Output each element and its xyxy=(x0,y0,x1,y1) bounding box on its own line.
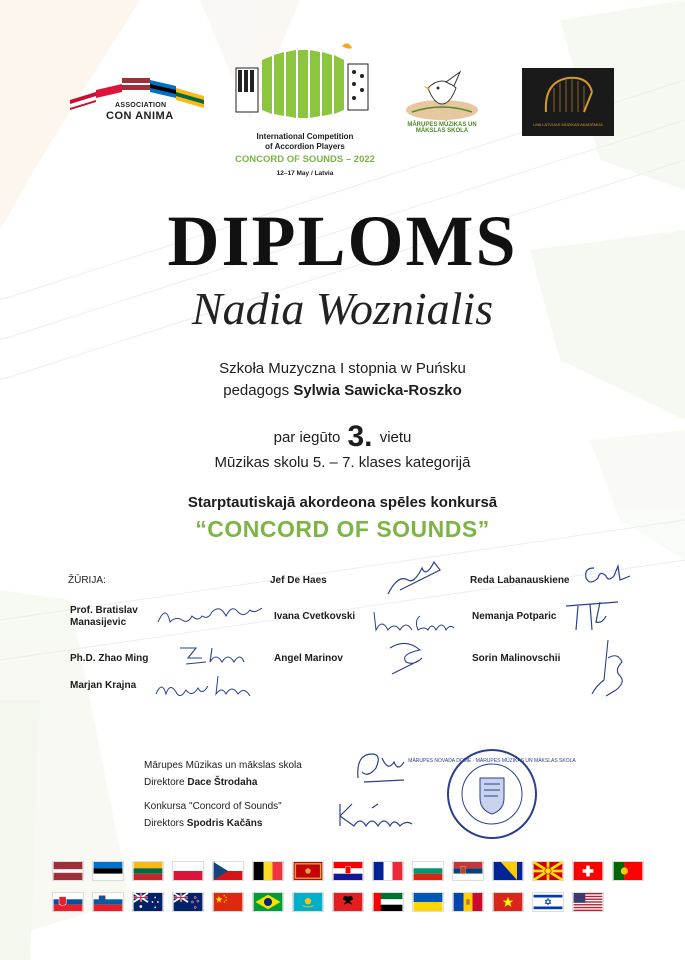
switzerland-flag-icon xyxy=(572,861,604,881)
stamp-text: MĀRUPES NOVADA DOME · MĀRUPES MŪZIKAS UN MĀKSLAS SKOLA xyxy=(408,758,576,764)
poland-flag-icon xyxy=(172,861,204,881)
signature xyxy=(154,600,266,632)
association-label: ASSOCIATION xyxy=(115,102,167,109)
school-director-title: Direktore xyxy=(144,777,185,788)
contest-signatory-org: Konkursa "Concord of Sounds" xyxy=(144,801,282,812)
contest-director-title: Direktors xyxy=(144,818,185,829)
jury-label: ŽŪRIJA: xyxy=(68,575,106,586)
competition-name: CONCORD OF SOUNDS – 2022 xyxy=(235,154,375,165)
signature xyxy=(384,638,432,676)
flags-row-2 xyxy=(52,892,642,914)
estonia-flag-icon xyxy=(92,861,124,881)
jury-member: Marjan Krajna xyxy=(70,680,137,691)
school-signatory-org: Mārupes Mūzikas un mākslas skola xyxy=(144,760,302,771)
school-logo-text: MĀRUPES MŪZIKAS UN MĀKSLAS SKOLA xyxy=(407,122,477,134)
contest-director-line xyxy=(144,818,262,829)
accordion-icon xyxy=(230,40,380,130)
signature xyxy=(176,640,256,672)
usa-flag-icon xyxy=(572,892,604,912)
signature xyxy=(582,562,638,590)
competition-title-line1: International Competition xyxy=(256,132,354,141)
montenegro-flag-icon xyxy=(292,861,324,881)
jury-member: Prof. Bratislav Manasijevic xyxy=(70,605,138,628)
signature xyxy=(588,636,628,700)
contest-director-signature xyxy=(334,796,418,832)
slovakia-flag-icon xyxy=(52,892,84,912)
place-prefix: par iegūto xyxy=(273,429,341,446)
vietnam-flag-icon xyxy=(492,892,524,912)
france-flag-icon xyxy=(372,861,404,881)
teacher-line xyxy=(0,382,685,399)
signature xyxy=(384,560,448,600)
china-flag-icon xyxy=(212,892,244,912)
contest-line: Starptautiskajā akordeona spēles konkursā xyxy=(187,494,498,511)
place-line xyxy=(0,420,685,454)
harp-logo-text: LMA LATVIJAS MŪZIKAS AKADĒMIJA xyxy=(533,122,603,127)
contest-director-name: Spodris Kačāns xyxy=(186,818,263,829)
director-signature xyxy=(348,748,408,794)
official-stamp xyxy=(408,748,576,840)
recipient-name: Nadia Woznialis xyxy=(191,283,494,334)
jury-member: Ivana Cvetkovski xyxy=(274,611,356,622)
australia-flag-icon xyxy=(132,892,164,912)
uae-flag-icon xyxy=(372,892,404,912)
place-suffix: vietu xyxy=(379,429,412,446)
association-con-anima-logo xyxy=(70,78,210,128)
harp-logo xyxy=(522,68,614,136)
moldova-flag-icon xyxy=(452,892,484,912)
belgium-flag-icon xyxy=(252,861,284,881)
category-line: Mūzikas skolu 5. – 7. klases kategorijā xyxy=(214,454,471,471)
latvia-flag-icon xyxy=(52,861,84,881)
portugal-flag-icon xyxy=(612,861,644,881)
competition-title xyxy=(230,132,380,152)
kazakhstan-flag-icon xyxy=(292,892,324,912)
new-zealand-flag-icon xyxy=(172,892,204,912)
teacher-prefix: pedagogs xyxy=(223,382,290,399)
contest-name: “CONCORD OF SOUNDS” xyxy=(195,516,490,542)
flags-row-1 xyxy=(52,861,642,883)
lithuania-flag-icon xyxy=(132,861,164,881)
diploma-title: DIPLOMS xyxy=(167,201,518,281)
czechia-flag-icon xyxy=(212,861,244,881)
albania-flag-icon xyxy=(332,892,364,912)
signature xyxy=(562,598,622,634)
association-name: CON ANIMA xyxy=(106,110,174,122)
croatia-flag-icon xyxy=(332,861,364,881)
brazil-flag-icon xyxy=(252,892,284,912)
competition-dates: 12–17 May / Latvia xyxy=(276,170,334,177)
ukraine-flag-icon xyxy=(412,892,444,912)
jury-member: Reda Labanauskiene xyxy=(470,575,570,586)
israel-flag-icon xyxy=(532,892,564,912)
marupes-school-logo xyxy=(392,64,492,134)
jury-member: Jef De Haes xyxy=(270,575,327,586)
north-macedonia-flag-icon xyxy=(532,861,564,881)
slovenia-flag-icon xyxy=(92,892,124,912)
bird-on-book-icon xyxy=(392,64,492,124)
recipient-school: Szkoła Muzyczna I stopnia w Puńsku xyxy=(219,360,466,377)
jury-member: Nemanja Potparic xyxy=(472,611,557,622)
signature xyxy=(150,674,260,706)
jury-member: Sorin Malinovschii xyxy=(472,653,561,664)
place-number: 3. xyxy=(347,420,373,453)
school-director-name: Dace Štrodaha xyxy=(187,777,258,788)
teacher-name: Sylwia Sawicka-Roszko xyxy=(293,382,462,399)
signature xyxy=(370,606,466,636)
bosnia-flag-icon xyxy=(492,861,524,881)
school-director-line xyxy=(144,777,257,788)
jury-member: Ph.D. Zhao Ming xyxy=(70,653,149,664)
competition-title-line2: of Accordion Players xyxy=(265,142,345,151)
bulgaria-flag-icon xyxy=(412,861,444,881)
serbia-flag-icon xyxy=(452,861,484,881)
competition-logo xyxy=(230,40,380,190)
jury-member: Angel Marinov xyxy=(274,653,343,664)
harp-icon xyxy=(522,68,614,120)
